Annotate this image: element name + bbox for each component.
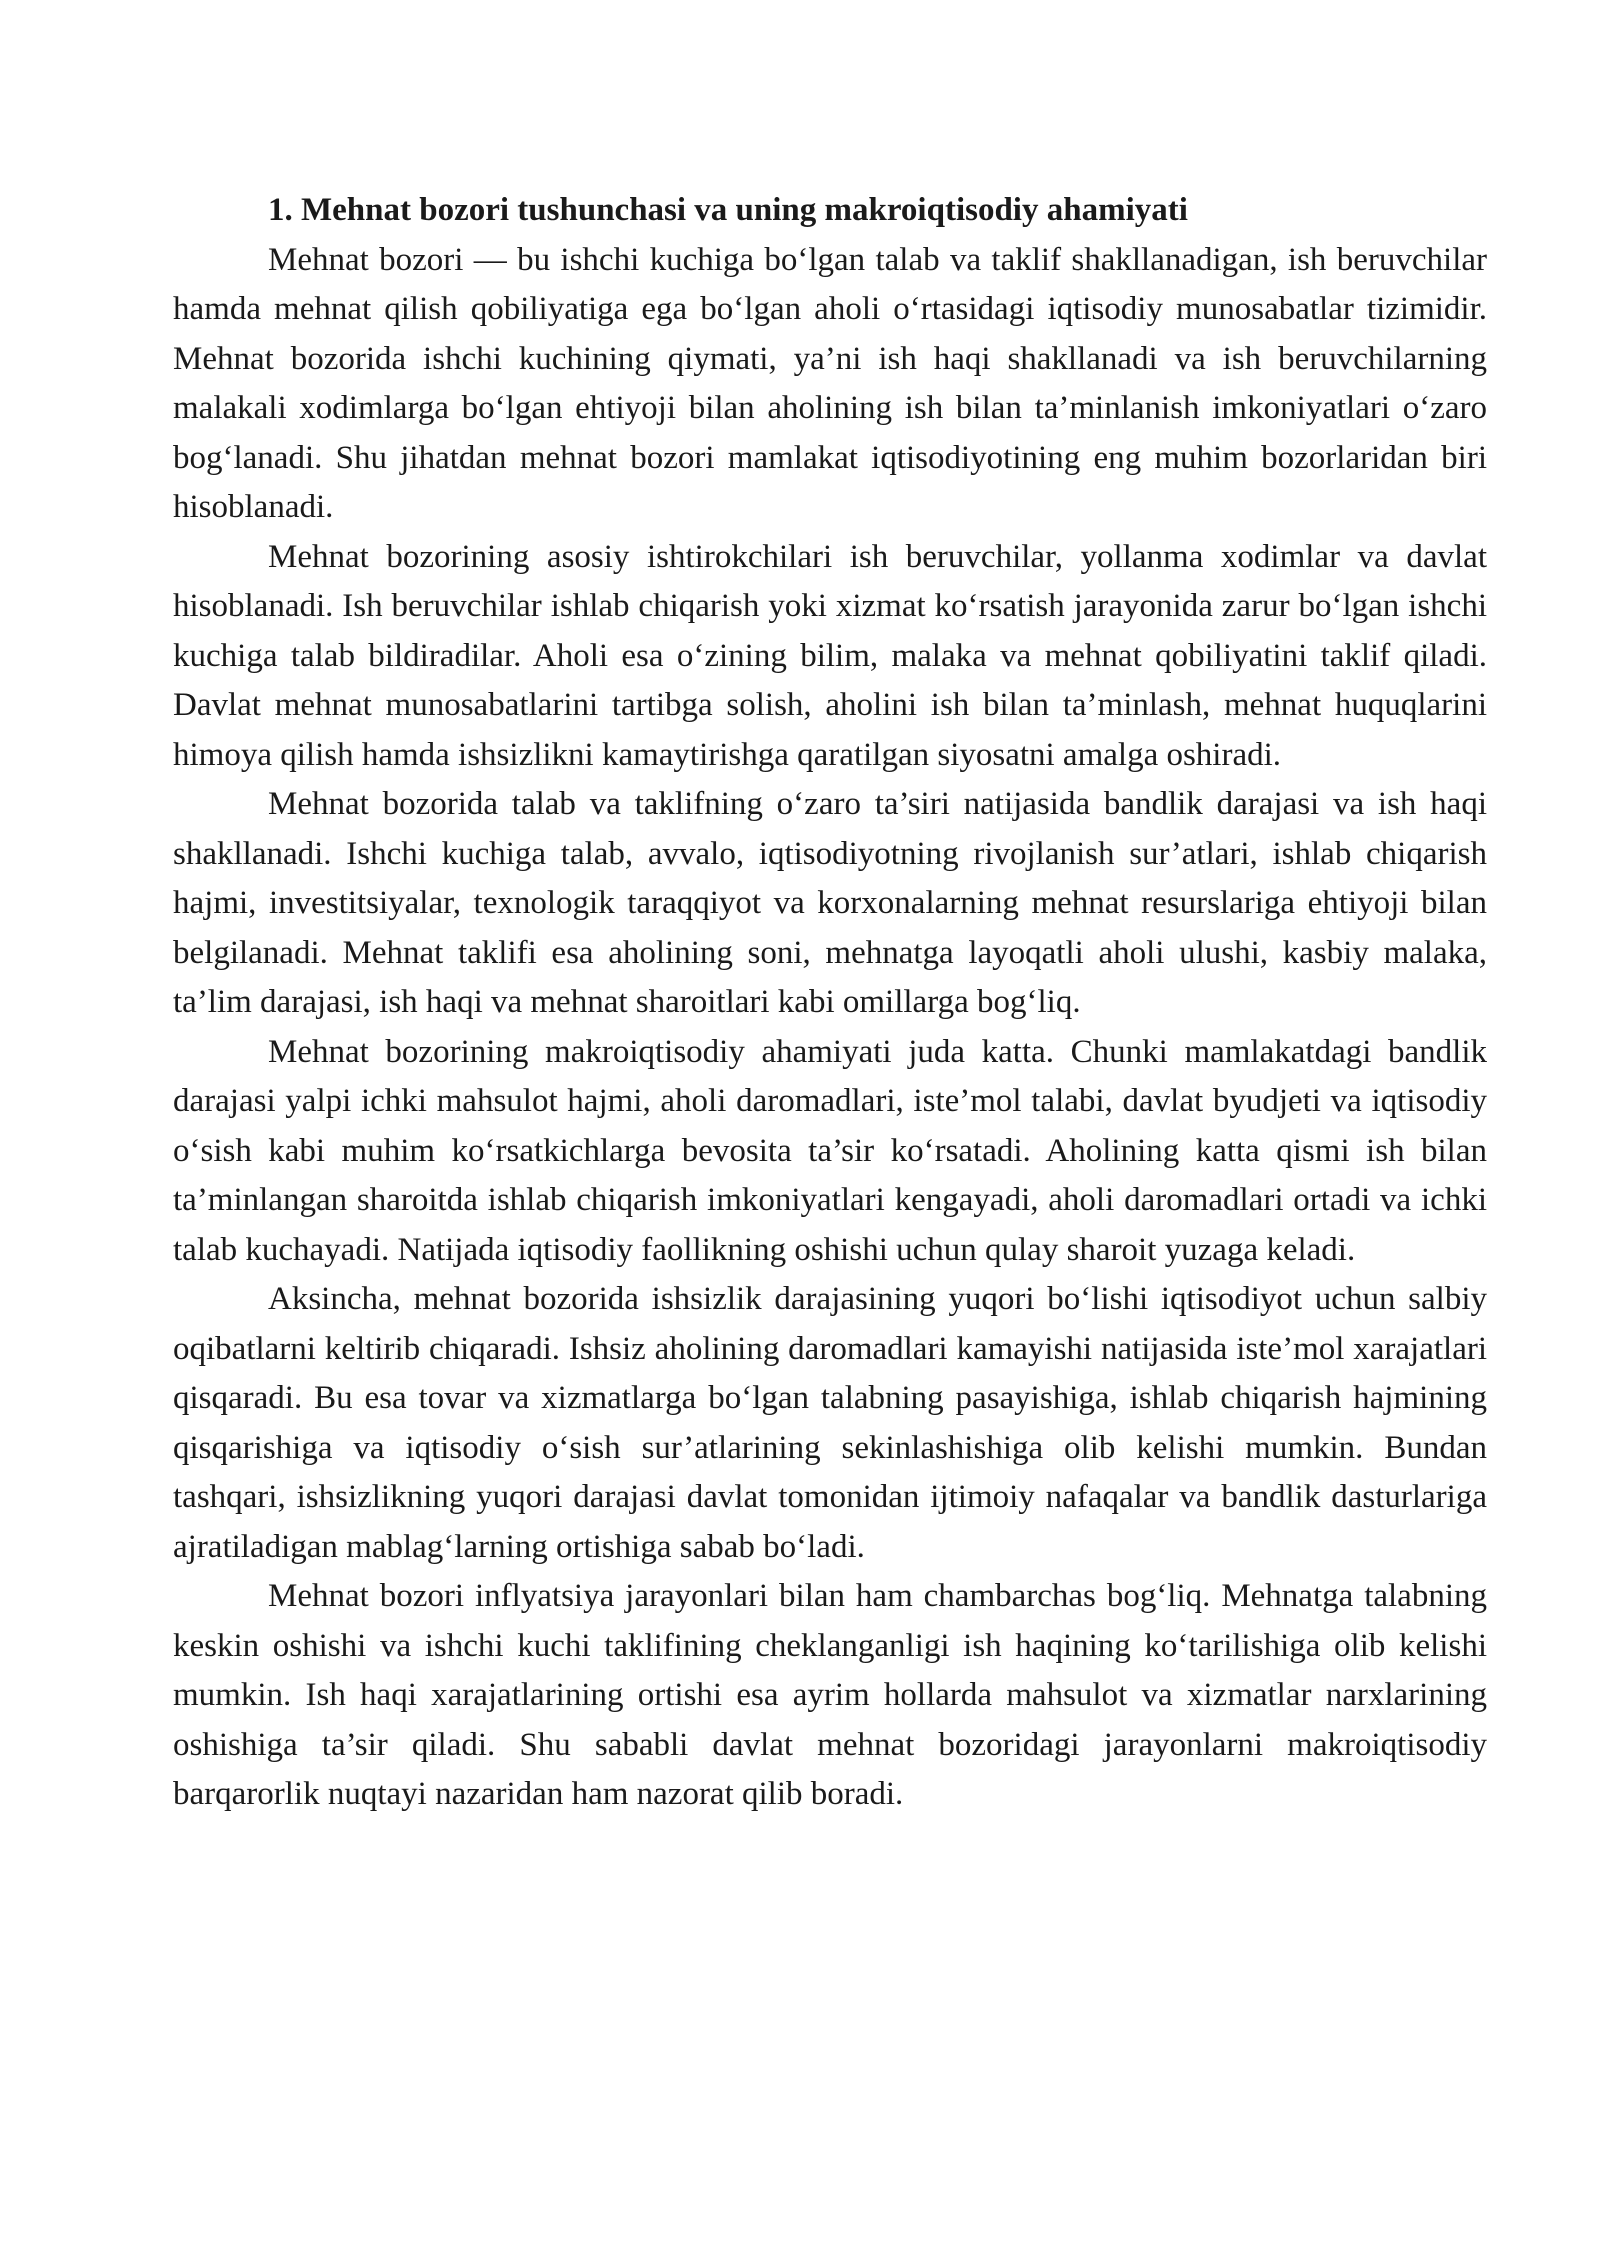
paragraph-inflation: Mehnat bozori inflyatsiya jarayonlari bilan ham chambarchas bog‘liq. Mehnatga talabning keskin oshishi va ishchi kuchi taklifining cheklanganligi ish haqining ko‘tarilishiga olib kelishi mumkin. Ish haqi xarajatlarining ortishi esa ayrim hollarda mahsulot va xizmatlar narxlarining oshishiga ta’sir qiladi. Shu sababli davlat mehnat bozoridagi jarayonlarni makroiqtisodiy barqarorlik nuqtayi nazaridan ham nazorat qilib boradi.	[173, 1578, 1487, 1812]
paragraph-definition: Mehnat bozori — bu ishchi kuchiga bo‘lgan talab va taklif shakllanadigan, ish beruvchilar hamda mehnat qilish qobiliyatiga ega bo‘lgan aholi o‘rtasidagi iqtisodiy munosabatlar tizimidir. Mehnat bozorida ishchi kuchining qiymati, ya’ni ish haqi shakllanadi va ish beruvchilarning malakali xodimlarga bo‘lgan ehtiyoji bilan aholining ish bilan ta’minlanish imkoniyatlari o‘zaro bog‘lanadi. Shu jihatdan mehnat bozori mamlakat iqtisodiyotining eng muhim bozorlaridan biri hisoblanadi.	[173, 241, 1487, 525]
paragraph-unemployment: Aksincha, mehnat bozorida ishsizlik darajasining yuqori bo‘lishi iqtisodiyot uchun salbiy oqibatlarni keltirib chiqaradi. Ishsiz aholining daromadlari kamayishi natijasida iste’mol xarajatlari qisqaradi. Bu esa tovar va xizmatlarga bo‘lgan talabning pasayishiga, ishlab chiqarish hajmining qisqarishiga va iqtisodiy o‘sish sur’atlarining sekinlashishiga olib kelishi mumkin. Bundan tashqari, ishsizlikning yuqori darajasi davlat tomonidan ijtimoiy nafaqalar va bandlik dasturlariga ajratiladigan mablag‘larning ortishiga sabab bo‘ladi.	[173, 1281, 1487, 1565]
paragraph-macro-importance: Mehnat bozorining makroiqtisodiy ahamiyati juda katta. Chunki mamlakatdagi bandlik darajasi yalpi ichki mahsulot hajmi, aholi daromadlari, iste’mol talabi, davlat byudjeti va iqtisodiy o‘sish kabi muhim ko‘rsatkichlarga bevosita ta’sir ko‘rsatadi. Aholining katta qismi ish bilan ta’minlangan sharoitda ishlab chiqarish imkoniyatlari kengayadi, aholi daromadlari ortadi va ichki talab kuchayadi. Natijada iqtisodiy faollikning oshishi uchun qulay sharoit yuzaga keladi.	[173, 1033, 1487, 1268]
section-heading: 1. Mehnat bozori tushunchasi va uning makroiqtisodiy ahamiyati	[268, 192, 1188, 228]
paragraph-supply-demand: Mehnat bozorida talab va taklifning o‘zaro ta’siri natijasida bandlik darajasi va ish haqi shakllanadi. Ishchi kuchiga talab, avvalo, iqtisodiyotning rivojlanish sur’atlari, ishlab chiqarish hajmi, investitsiyalar, texnologik taraqqiyot va korxonalarning mehnat resurslariga ehtiyoji bilan belgilanadi. Mehnat taklifi esa aholining soni, mehnatga layoqatli aholi ulushi, kasbiy malaka, ta’lim darajasi, ish haqi va mehnat sharoitlari kabi omillarga bog‘liq.	[173, 786, 1487, 1020]
paragraph-participants: Mehnat bozorining asosiy ishtirokchilari ish beruvchilar, yollanma xodimlar va davlat hisoblanadi. Ish beruvchilar ishlab chiqarish yoki xizmat ko‘rsatish jarayonida zarur bo‘lgan ishchi kuchiga talab bildiradilar. Aholi esa o‘zining bilim, malaka va mehnat qobiliyatini taklif qiladi. Davlat mehnat munosabatlarini tartibga solish, aholini ish bilan ta’minlash, mehnat huquqlarini himoya qilish hamda ishsizlikni kamaytirishga qaratilgan siyosatni amalga oshiradi.	[173, 538, 1487, 773]
document-page	[173, 186, 1487, 1820]
